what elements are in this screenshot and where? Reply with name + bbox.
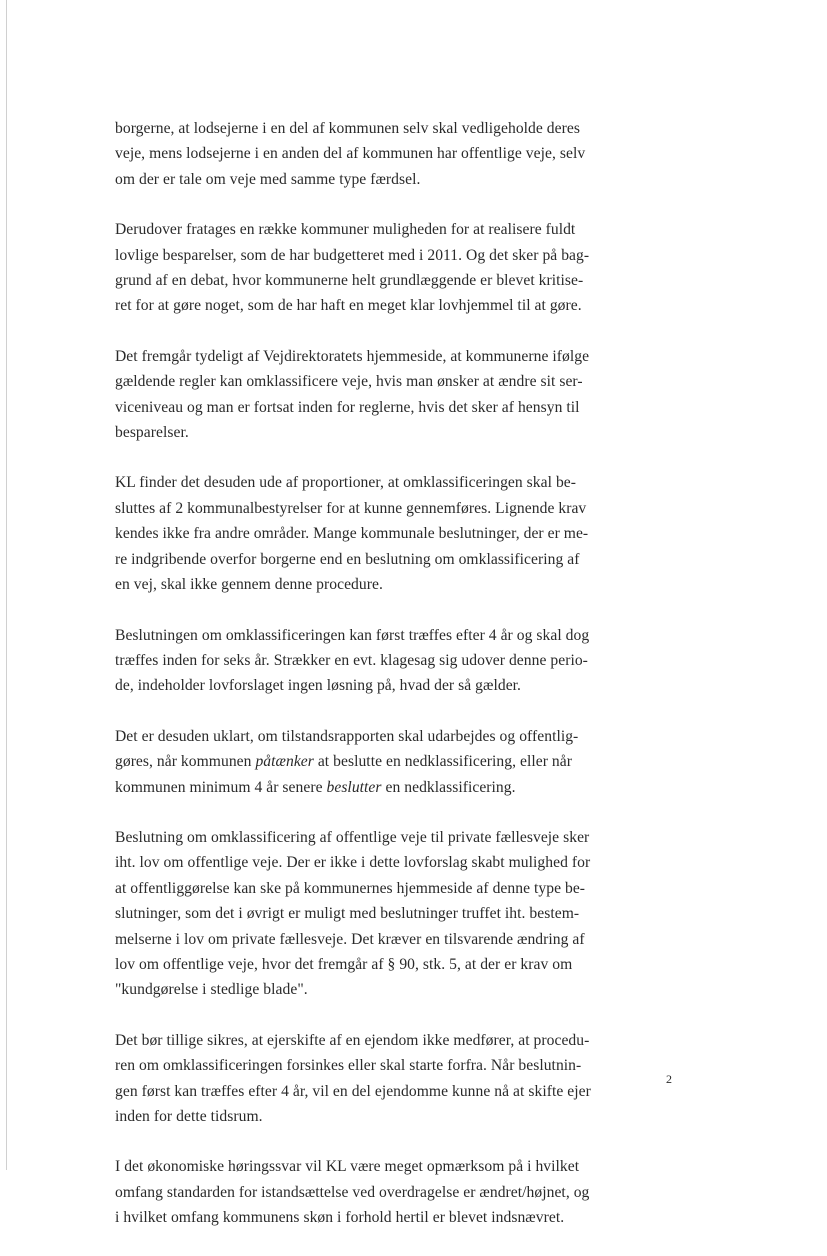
paragraph-6-italic-a: påtænker	[255, 753, 314, 771]
paragraph-6	[115, 724, 645, 800]
paragraph-6-text-b: at beslutte en nedklassificering, eller når kommunen minimum 4 år senere	[115, 753, 572, 796]
document-body	[115, 116, 645, 1256]
page-number: 2	[666, 1072, 672, 1086]
paragraph-6-text-a: Det er desuden uklart, om tilstandsrapporten skal udarbejdes og offentlig- gøres, når kommunen	[115, 727, 579, 771]
scan-edge-line	[6, 0, 7, 1170]
paragraph-5: Beslutningen om omklassificeringen kan først træffes efter 4 år og skal dog træffes inden for seks år. Strækker en evt. klagesag sig udover denne perio- de, indeholder lovforslaget ingen løsning på, hvad der så gælder.	[115, 626, 590, 695]
paragraph-6-text-c: en nedklassificering.	[381, 778, 516, 796]
paragraph-8: Det bør tillige sikres, at ejerskifte af en ejendom ikke medfører, at procedu- ren om omklassificeringen forsinkes eller skal starte forfra. Når beslutnin- gen først kan træffes efter 4 år, vil en del ejendomme kunne nå at skifte ejer inden for dette tidsrum.	[115, 1031, 591, 1125]
paragraph-6-italic-b: beslutter	[326, 778, 382, 796]
paragraph-7: Beslutning om omklassificering af offentlige veje til private fællesveje sker iht. lov om offentlige veje. Der er ikke i dette lovforslag skabt mulighed for at offentliggørelse kan ske på kommunernes hjemmeside af denne type be- slutninger, som det i øvrigt er muligt med beslutninger truffet iht. bestem- melserne i lov om private fællesveje. Det kræver en tilsvarende ændring af lov om offentlige veje, hvor det fremgår af § 90, stk. 5, at der er krav om "kundgørelse i stedlige blade".	[115, 828, 591, 999]
paragraph-1: borgerne, at lodsejerne i en del af kommunen selv skal vedligeholde deres veje, mens lodsejerne i en anden del af kommunen har offentlige veje, selv om der er tale om veje med samme type færdsel.	[115, 120, 586, 188]
paragraph-9: I det økonomiske høringssvar vil KL være meget opmærksom på i hvilket omfang standarden for istandsættelse ved overdragelse er ændret/højnet, og i hvilket omfang kommunens skøn i forhold hertil er blevet indsnævret.	[115, 1158, 590, 1227]
paragraph-2: Derudover fratages en række kommuner muligheden for at realisere fuldt lovlige besparelser, som de har budgetteret med i 2011. Og det sker på bag- grund af en debat, hvor kommunerne helt grundlæggende er blevet kritise- ret for at gøre noget, som de har haft en meget klar lovhjemmel til at gøre.	[115, 221, 590, 315]
paragraph-3: Det fremgår tydeligt af Vejdirektoratets hjemmeside, at kommunerne ifølge gældende regler kan omklassificere veje, hvis man ønsker at ændre sit ser- viceniveau og man er fortsat inden for reglerne, hvis det sker af hensyn til besparelser.	[115, 347, 590, 442]
paragraph-4: KL finder det desuden ude af proportioner, at omklassificeringen skal be- sluttes af 2 kommunalbestyrelser for at kunne gennemføres. Lignende krav kendes ikke fra andre områder. Mange kommunale beslutninger, der er me- re indgribende overfor borgerne end en beslutning om omklassificering af en vej, skal ikke gennem denne procedure.	[115, 474, 589, 594]
